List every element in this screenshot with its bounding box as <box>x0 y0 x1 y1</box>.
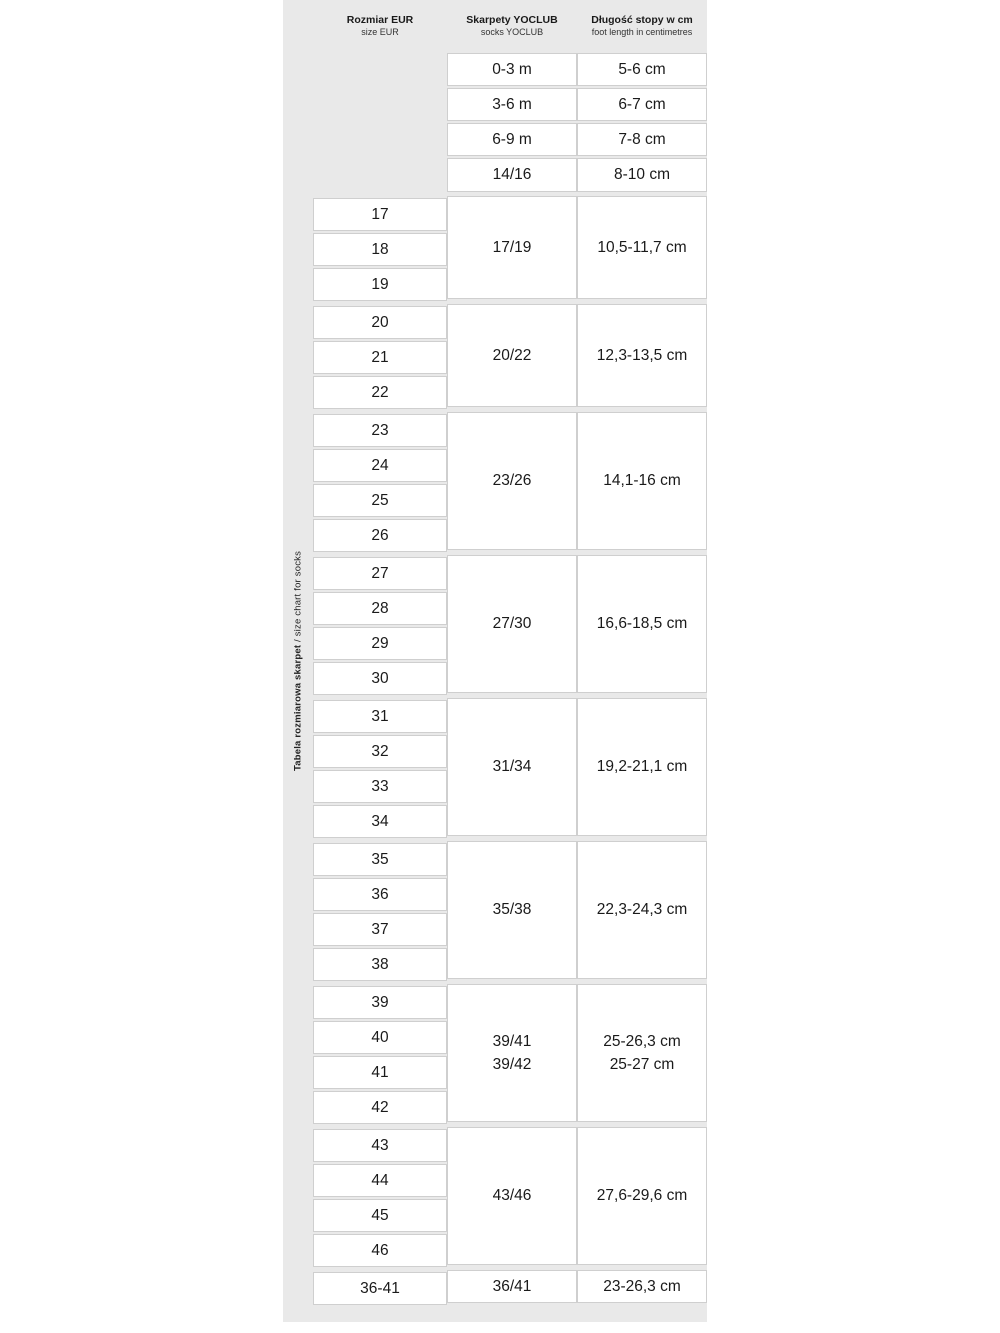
table-row: 17/19 <box>447 196 577 299</box>
table-row: 23/26 <box>447 412 577 550</box>
table-header-row <box>313 0 707 53</box>
column-eur <box>313 53 447 1322</box>
table-row: 30 <box>313 662 447 695</box>
side-label-bold: Tabela rozmiarowa skarpet <box>292 644 304 772</box>
table-row-socks-39-42 <box>447 984 577 1122</box>
table-row: 12,3-13,5 cm <box>577 304 707 407</box>
table-row-length-39-42 <box>577 984 707 1122</box>
table-row: 34 <box>313 805 447 838</box>
table-row: 7-8 cm <box>577 123 707 156</box>
table-row: 22 <box>313 376 447 409</box>
table-row: 37 <box>313 913 447 946</box>
table-row: 20 <box>313 306 447 339</box>
table-row: 40 <box>313 1021 447 1054</box>
header-socks-en: socks YOCLUB <box>480 27 544 38</box>
header-cell-length <box>577 0 707 53</box>
table-row-final-eur: 36-41 <box>313 1272 447 1305</box>
table-row: 19 <box>313 268 447 301</box>
table-row-final-socks: 36/41 <box>447 1270 577 1303</box>
table-row: 32 <box>313 735 447 768</box>
table-row: 18 <box>313 233 447 266</box>
table-row: 35/38 <box>447 841 577 979</box>
table-row: 5-6 cm <box>577 53 707 86</box>
side-label-light: / size chart for socks <box>292 550 304 645</box>
table-row: 35 <box>313 843 447 876</box>
table-row-final-length: 23-26,3 cm <box>577 1270 707 1303</box>
table-row: 10,5-11,7 cm <box>577 196 707 299</box>
table-row: 17 <box>313 198 447 231</box>
table-row: 25 <box>313 484 447 517</box>
table-row: 39 <box>313 986 447 1019</box>
header-eur-pl: Rozmiar EUR <box>346 14 414 27</box>
table-row: 8-10 cm <box>577 158 707 192</box>
header-eur-en: size EUR <box>361 27 399 38</box>
column-foot-length <box>577 53 707 1322</box>
table-row: 22,3-24,3 cm <box>577 841 707 979</box>
table-row: 21 <box>313 341 447 374</box>
table-row: 36 <box>313 878 447 911</box>
header-cell-eur <box>313 0 447 53</box>
table-row: 6-7 cm <box>577 88 707 121</box>
side-label-strip <box>283 0 313 1322</box>
table-row: 0-3 m <box>447 53 577 86</box>
table-row: 31 <box>313 700 447 733</box>
socks-line-1: 39/41 <box>492 1032 532 1050</box>
table-row: 24 <box>313 449 447 482</box>
table-row: 38 <box>313 948 447 981</box>
table-row: 19,2-21,1 cm <box>577 698 707 836</box>
table-row: 29 <box>313 627 447 660</box>
column-socks <box>447 53 577 1322</box>
side-label-text <box>293 551 304 771</box>
header-length-en: foot length in centimetres <box>591 27 693 38</box>
table-row: 28 <box>313 592 447 625</box>
table-row: 26 <box>313 519 447 552</box>
table-row: 3-6 m <box>447 88 577 121</box>
eur-blank-baby <box>313 53 447 194</box>
length-line-1: 25-26,3 cm <box>603 1032 681 1050</box>
table-row: 46 <box>313 1234 447 1267</box>
length-line-2: 25-27 cm <box>609 1056 675 1073</box>
table-row: 14,1-16 cm <box>577 412 707 550</box>
table-row: 27/30 <box>447 555 577 693</box>
table-row: 43 <box>313 1129 447 1162</box>
table-row: 31/34 <box>447 698 577 836</box>
header-length-pl: Długość stopy w cm <box>591 14 693 27</box>
table-row: 43/46 <box>447 1127 577 1265</box>
table-row: 33 <box>313 770 447 803</box>
table-row: 42 <box>313 1091 447 1124</box>
table-row: 6-9 m <box>447 123 577 156</box>
table-row: 14/16 <box>447 158 577 192</box>
table-row: 44 <box>313 1164 447 1197</box>
table-row: 45 <box>313 1199 447 1232</box>
table-row: 23 <box>313 414 447 447</box>
socks-line-2: 39/42 <box>492 1056 532 1073</box>
header-socks-pl: Skarpety YOCLUB <box>466 14 558 27</box>
table-row: 16,6-18,5 cm <box>577 555 707 693</box>
table-body <box>313 53 707 1322</box>
table-row: 41 <box>313 1056 447 1089</box>
table-row: 27,6-29,6 cm <box>577 1127 707 1265</box>
table-row: 27 <box>313 557 447 590</box>
header-cell-socks <box>447 0 577 53</box>
table-row: 20/22 <box>447 304 577 407</box>
size-table <box>313 0 707 1322</box>
